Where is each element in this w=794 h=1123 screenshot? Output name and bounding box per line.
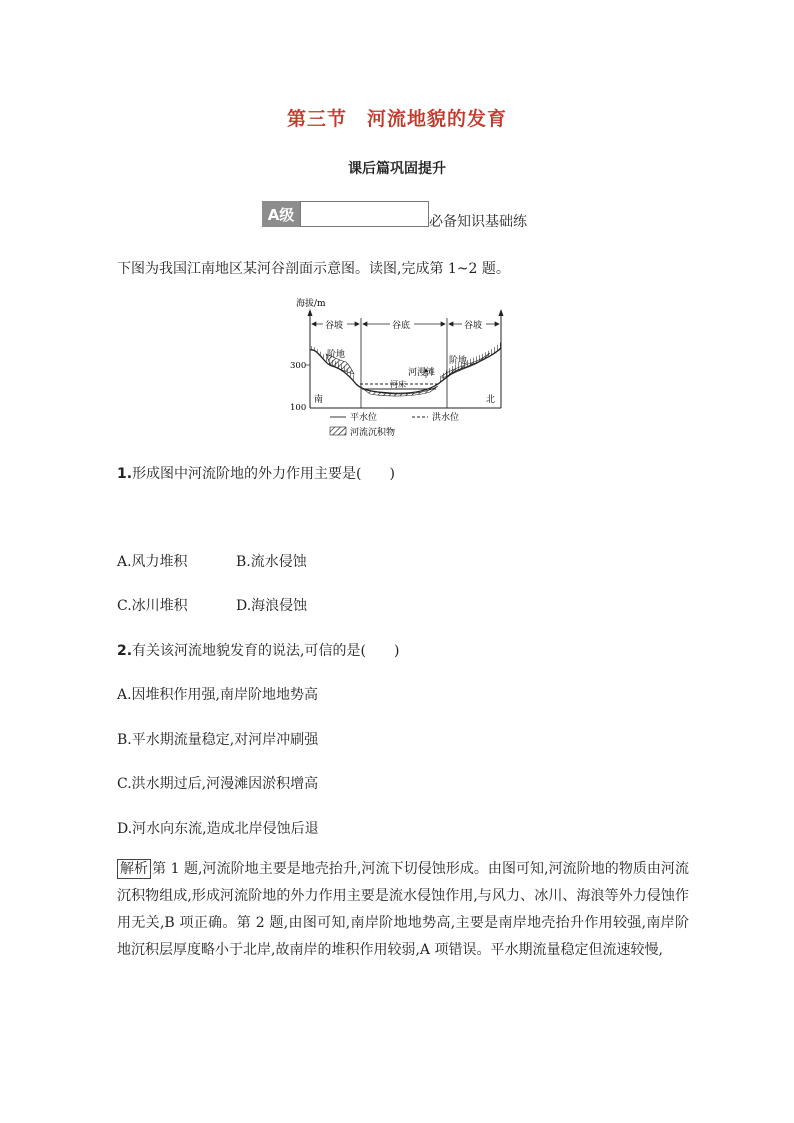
level-badge: A级 [262, 201, 300, 227]
river-valley-svg [290, 296, 510, 438]
q2-option-c: C.洪水期过后,河漫滩因淤积增高 [117, 776, 319, 792]
river-valley-diagram [290, 296, 510, 438]
tick-300: 300 [290, 361, 307, 371]
question-1 [117, 463, 395, 483]
q2-option-a: A.因堆积作用强,南岸阶地地势高 [117, 687, 319, 703]
q1-option-d: D.海浪侵蚀 [236, 598, 308, 614]
analysis-block [117, 856, 689, 964]
q2-option-b: B.平水期流量稳定,对河岸冲刷强 [117, 732, 319, 748]
analysis-tag: 解析 [117, 859, 151, 879]
question-1-number: 1. [117, 466, 133, 482]
analysis-text: 第 1 题,河流阶地主要是地壳抬升,河流下切侵蚀形成。由图可知,河流阶地的物质由河流沉积物组成,形成河流阶地的外力作用主要是流水侵蚀作用,与风力、冰川、海浪等外力侵蚀作用无关,B 项正确。第 2 题,由图可知,南岸阶地地势高,主要是南岸地壳抬升作用较强,南岸阶地沉积层厚度略小于北岸,故南岸的堆积作用较弱,A 项错误。平水期流量稳定但流速较慢, [117, 861, 689, 958]
level-label-box [300, 201, 429, 227]
q1-option-b: B.流水侵蚀 [236, 554, 307, 570]
y-axis-label: 海拔/m [296, 299, 326, 309]
q2-option-d: D.河水向东流,造成北岸侵蚀后退 [117, 821, 319, 837]
page-title: 第三节 河流地貌的发育 [286, 108, 507, 130]
tick-100: 100 [290, 403, 307, 413]
question-2-number: 2. [117, 643, 133, 659]
section-subtitle: 课后篇巩固提升 [348, 161, 446, 177]
question-intro: 下图为我国江南地区某河谷剖面示意图。读图,完成第 1~2 题。 [117, 261, 510, 277]
question-2 [117, 640, 399, 660]
label-valley-floor: 谷底 [392, 321, 411, 331]
label-valley-slope-right: 谷坡 [464, 321, 483, 331]
level-label: 必备知识基础练 [429, 214, 527, 230]
question-2-text: 有关该河流地貌发育的说法,可信的是( ) [132, 643, 400, 659]
legend-flood-level: 洪水位 [432, 413, 460, 423]
label-valley-slope-left: 谷坡 [325, 321, 344, 331]
legend-normal-level: 平水位 [350, 413, 378, 423]
q1-option-c: C.冰川堆积 [117, 598, 188, 614]
label-riverbed: 河床 [390, 380, 406, 389]
legend-sediment: 河流沉积物 [350, 428, 396, 438]
label-terrace-right: 阶地 [449, 356, 468, 366]
question-1-text: 形成图中河流阶地的外力作用主要是( ) [132, 466, 395, 482]
q1-option-a: A.风力堆积 [117, 554, 188, 570]
label-floodplain: 河漫滩 [408, 368, 436, 378]
label-south: 南 [314, 395, 324, 405]
label-north: 北 [486, 395, 496, 405]
label-terrace-left: 阶地 [327, 350, 346, 360]
